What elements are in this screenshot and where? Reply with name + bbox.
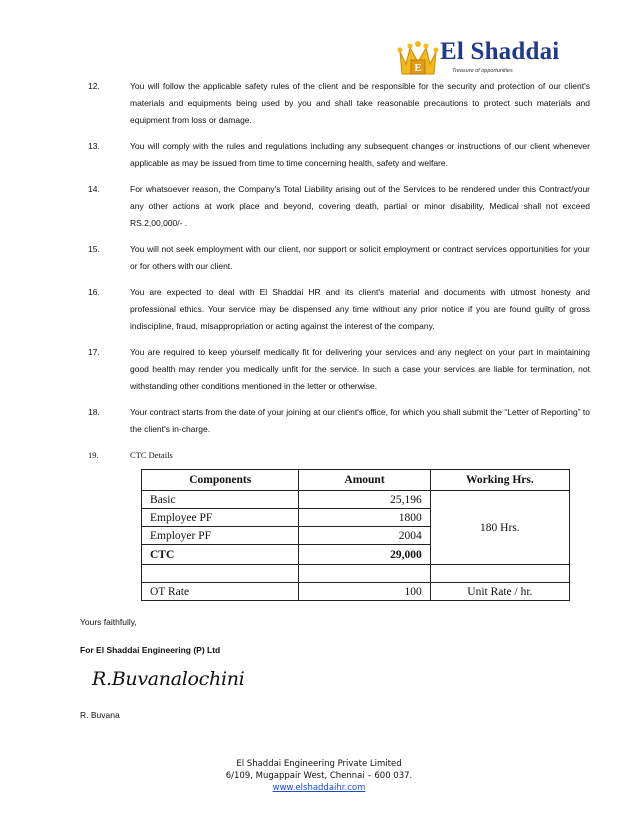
column-header: Components <box>142 470 299 491</box>
empty-cell <box>299 565 430 583</box>
clause-number: 16. <box>88 287 100 297</box>
column-header: Working Hrs. <box>430 470 569 491</box>
clause-number: 14. <box>88 184 100 194</box>
empty-cell <box>430 565 569 583</box>
column-header: Amount <box>299 470 430 491</box>
handwritten-signature: R.Buvanalochini <box>92 668 245 690</box>
clause-item <box>88 344 590 395</box>
clause-text: You are expected to deal with El Shaddai HR and its client's material and documents with utmost honesty and professional ethics. Your service may be dispensed any time without any prior notice if you are found guilty of gross indiscipline, fraud, misappropriation or acting against the interest of the company. <box>130 287 590 331</box>
clause-item <box>88 404 590 438</box>
footer-company-name: El Shaddai Engineering Private Limited <box>236 759 402 769</box>
terms-list <box>88 78 590 473</box>
component-cell: Employee PF <box>142 509 299 527</box>
logo-brand-name: El Shaddai <box>440 38 560 65</box>
table-spacer-row <box>142 565 570 583</box>
ctc-table <box>141 469 570 601</box>
component-cell: Basic <box>142 491 299 509</box>
svg-text:E: E <box>414 62 422 74</box>
salutation: Yours faithfully, <box>80 617 137 627</box>
clause-item <box>88 284 590 335</box>
amount-cell: 1800 <box>299 509 430 527</box>
unit-cell: Unit Rate / hr. <box>430 583 569 601</box>
clause-item <box>88 78 590 129</box>
table-row <box>142 583 570 601</box>
logo-tagline: Treasure of opportunities <box>452 68 513 74</box>
signer-name: R. Buvana <box>80 710 120 720</box>
clause-text: Your contract starts from the date of your joining at our client's office, for which you shall submit the “Letter of Reporting” to the client's in-charge. <box>130 407 590 434</box>
clause-text: You will not seek employment with our client, nor support or solicit employment or contract services opportunities for your or for others with our client. <box>130 244 590 271</box>
clause-number: 12. <box>88 81 100 91</box>
clause-item <box>88 241 590 275</box>
table-header-row <box>142 470 570 491</box>
component-cell: CTC <box>142 545 299 565</box>
amount-cell: 100 <box>299 583 430 601</box>
clause-number: 13. <box>88 141 100 151</box>
clause-number: 19. <box>88 450 99 460</box>
clause-text: You will follow the applicable safety rules of the client and be responsible for the security and protection of our client's materials and equipments being used by you and shall take reasonable precautions to protect such materials and equipment from loss or damage. <box>130 81 590 125</box>
amount-cell: 2004 <box>299 527 430 545</box>
clause-text: You are required to keep yourself medically fit for delivering your services and any neglect on your part in maintaining good health may render you medically unfit for the service. In such a case your services are liable for termination, not withstanding other conditions mentioned in the letter or otherwise. <box>130 347 590 391</box>
clause-item <box>88 447 590 464</box>
company-signoff: For El Shaddai Engineering (P) Ltd <box>80 645 221 655</box>
footer-website-link[interactable]: www.elshaddaihr.com <box>272 783 366 793</box>
clause-number: 15. <box>88 244 100 254</box>
clause-text: You will comply with the rules and regulations including any subsequent changes or instructions of our client whenever applicable as may be issued from time to time concerning health, safety and welfare. <box>130 141 590 168</box>
company-logo <box>396 34 560 80</box>
clause-item <box>88 181 590 232</box>
clause-number: 17. <box>88 347 100 357</box>
clause-text: For whatsoever reason, the Company's Total Liability arising out of the Services to be rendered under this Contract/your any other actions at work place and beyond, covering death, partial or minor disability, Medical shall not exceed RS.2,00,000/- . <box>130 184 590 228</box>
footer-address: 6/109, Mugappair West, Chennai – 600 037. <box>225 771 413 781</box>
amount-cell: 25,196 <box>299 491 430 509</box>
working-hours-cell: 180 Hrs. <box>430 491 569 565</box>
letterhead-footer <box>0 758 638 794</box>
clause-item <box>88 138 590 172</box>
crown-emblem-icon <box>396 34 440 80</box>
clause-text: CTC Details <box>130 450 173 460</box>
clause-number: 18. <box>88 407 100 417</box>
component-cell: OT Rate <box>142 583 299 601</box>
amount-cell: 29,000 <box>299 545 430 565</box>
component-cell: Employer PF <box>142 527 299 545</box>
table-row <box>142 491 570 509</box>
empty-cell <box>142 565 299 583</box>
